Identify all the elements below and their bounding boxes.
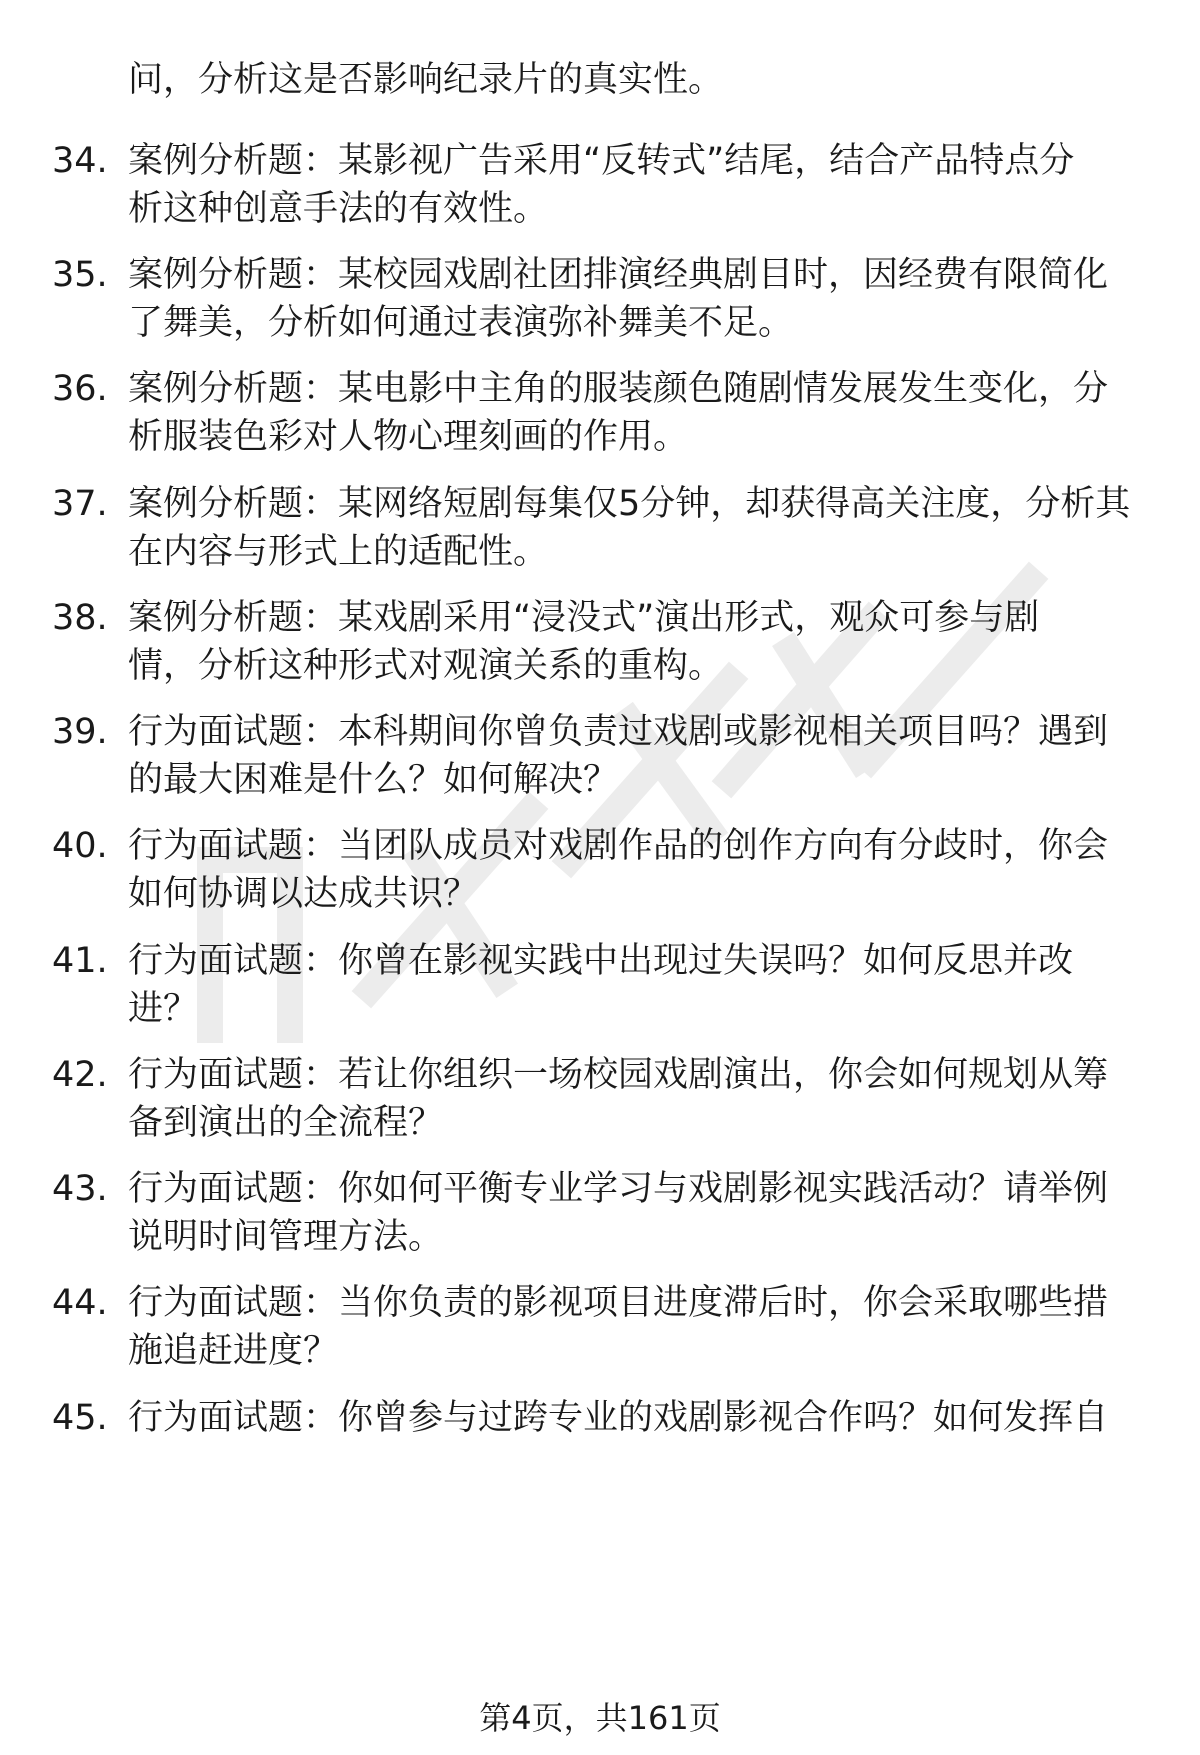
question-item <box>0 251 1200 351</box>
question-number: 39. <box>52 712 108 752</box>
question-text-line: 案例分析题：某校园戏剧社团排演经典剧目时，因经费有限简化 <box>128 255 1109 295</box>
question-text-line: 说明时间管理方法。 <box>128 1217 444 1257</box>
question-number: 43. <box>52 1169 108 1209</box>
question-text-line: 案例分析题：某电影中主角的服装颜色随剧情发展发生变化，分 <box>128 369 1109 409</box>
question-number: 45. <box>52 1398 108 1438</box>
question-item <box>0 822 1200 922</box>
question-item <box>0 137 1200 237</box>
question-item <box>0 708 1200 808</box>
question-number: 38. <box>52 598 108 638</box>
question-text-line: 的最大困难是什么？如何解决？ <box>128 760 619 800</box>
question-text-line: 案例分析题：某戏剧采用“浸没式”演出形式，观众可参与剧 <box>128 598 1040 638</box>
question-item <box>0 594 1200 694</box>
question-number: 35. <box>52 255 108 295</box>
question-text-line: 备到演出的全流程？ <box>128 1103 444 1143</box>
question-text-line: 行为面试题：本科期间你曾负责过戏剧或影视相关项目吗？遇到 <box>128 712 1109 752</box>
question-number: 37. <box>52 484 108 524</box>
question-text-line: 案例分析题：某影视广告采用“反转式”结尾，结合产品特点分 <box>128 141 1075 181</box>
question-item <box>0 937 1200 1037</box>
question-text-line: 在内容与形式上的适配性。 <box>128 532 549 572</box>
continuation-text: 问，分析这是否影响纪录片的真实性。 <box>128 60 724 100</box>
question-item <box>0 1279 1200 1379</box>
question-item <box>0 1165 1200 1265</box>
question-number: 44. <box>52 1283 108 1323</box>
question-item <box>0 365 1200 465</box>
page-footer: 第4页，共161页 <box>479 1699 721 1737</box>
question-text-line: 行为面试题：当团队成员对戏剧作品的创作方向有分歧时，你会 <box>128 826 1109 866</box>
question-text-line: 行为面试题：你曾在影视实践中出现过失误吗？如何反思并改 <box>128 941 1074 981</box>
question-text-line: 施追赶进度？ <box>128 1331 339 1371</box>
question-number: 42. <box>52 1055 108 1095</box>
question-text-line: 行为面试题：你如何平衡专业学习与戏剧影视实践活动？请举例 <box>128 1169 1109 1209</box>
question-item <box>0 1051 1200 1151</box>
question-text-line: 行为面试题：当你负责的影视项目进度滞后时，你会采取哪些措 <box>128 1283 1109 1323</box>
question-number: 40. <box>52 826 108 866</box>
question-number: 34. <box>52 141 108 181</box>
question-item <box>0 1394 1200 1494</box>
question-text-line: 行为面试题：若让你组织一场校园戏剧演出，你会如何规划从筹 <box>128 1055 1109 1095</box>
question-text-line: 析服装色彩对人物心理刻画的作用。 <box>128 417 689 457</box>
question-item <box>0 480 1200 580</box>
question-text-line: 析这种创意手法的有效性。 <box>128 189 549 229</box>
question-text-line: 行为面试题：你曾参与过跨专业的戏剧影视合作吗？如何发挥自 <box>128 1398 1109 1438</box>
question-number: 41. <box>52 941 108 981</box>
question-text-line: 案例分析题：某网络短剧每集仅5分钟，却获得高关注度，分析其 <box>128 484 1131 524</box>
question-number: 36. <box>52 369 108 409</box>
question-text-line: 了舞美，分析如何通过表演弥补舞美不足。 <box>128 303 794 343</box>
question-text-line: 进？ <box>128 989 199 1029</box>
question-text-line: 情，分析这种形式对观演关系的重构。 <box>128 646 724 686</box>
question-text-line: 如何协调以达成共识？ <box>128 874 479 914</box>
